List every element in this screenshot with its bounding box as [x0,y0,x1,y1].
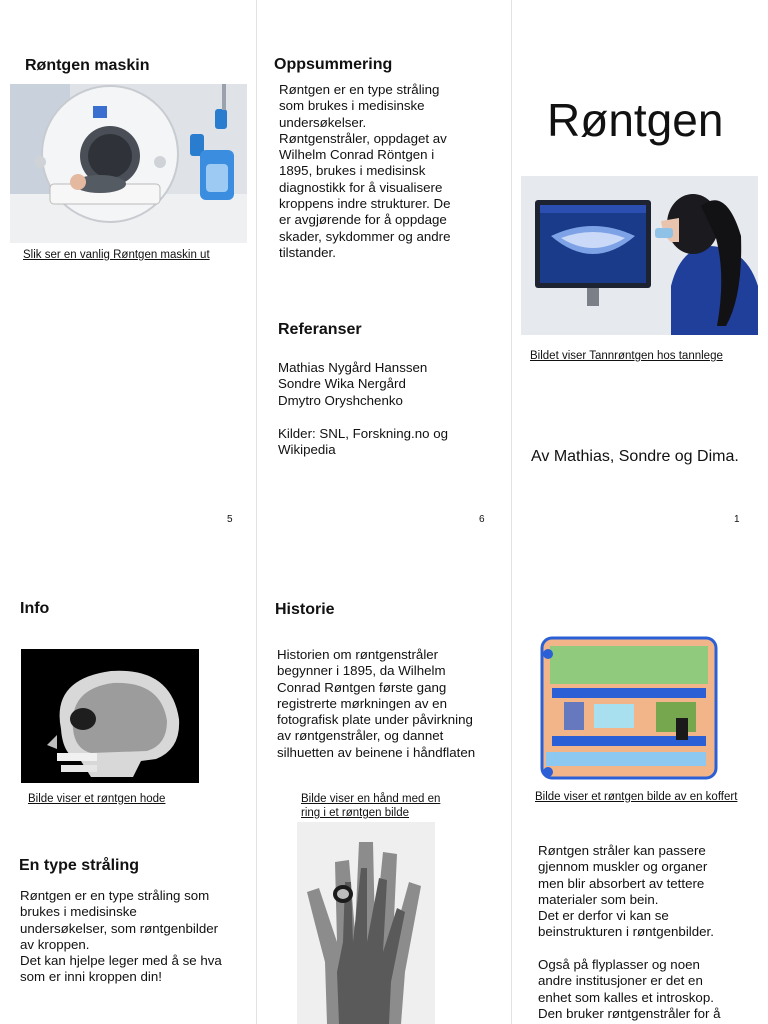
dental-caption: Bildet viser Tannrøntgen hos tannlege [530,350,723,362]
ct-scanner-photo [10,84,247,243]
hand-caption: Bilde viser en hånd med en ring i et røntgen bilde [301,793,441,819]
suitcase-xray-image [536,632,720,784]
cover-title: Røntgen [547,94,724,146]
page-number-5: 5 [227,514,233,525]
radiation-type-heading: En type stråling [19,857,140,874]
references-heading: Referanser [278,321,362,338]
radiation-type-text: Røntgen er en type stråling som brukes i medisinske undersøkelser, som røntgenbilder av kroppen. Det kan hjelpe leger med å se hva som er inni kroppen din! [20,888,222,985]
skull-caption: Bilde viser et røntgen hode [28,793,166,805]
info-heading: Info [20,600,50,617]
history-heading: Historie [275,601,335,618]
skull-xray-image [21,649,199,783]
scanner-caption: Slik ser en vanlig Røntgen maskin ut [23,249,210,261]
suitcase-caption: Bilde viser et røntgen bilde av en koffert [535,791,738,803]
authors-list: Mathias Nygård Hanssen Sondre Wika Nergård Dmytro Oryshchenko [278,360,428,408]
page-number-6: 6 [479,514,485,525]
hand-xray-image [297,822,435,1024]
history-text: Historien om røntgenstråler begynner i 1895, da Wilhelm Conrad Røntgen første gang registrerte mørkningen av en fotografisk plate under påvirkning av røntgenstråler, og dannet silhuetten av beinene i håndflaten [277,647,476,760]
column-divider-right [511,0,512,1024]
page-number-1: 1 [734,514,740,525]
column-divider-left [256,0,257,1024]
summary-text: Røntgen er en type stråling som brukes i medisinske undersøkelser. Røntgenstråler, oppdaget av Wilhelm Conrad Röntgen i 1895, brukes i medisinsk diagnostikk for å visualisere kroppens indre strukturer. De er avgjørende for å oppdage skader, sykdommer og andre tilstander. [279,82,451,260]
luggage-text: Røntgen stråler kan passere gjennom muskler og organer men blir absorbert av tettere materialer som bein. Det er derfor vi kan se beinstrukturen i røntgenbilder. Også på flyplasser og noen andre institusjoner er det en enhet som kalles et introskop. Den bruker røntgenstråler for å [538,843,721,1021]
sources-text: Kilder: SNL, Forskning.no og Wikipedia [278,426,448,458]
dental-xray-photo [521,176,758,335]
summary-heading: Oppsummering [274,56,393,73]
cover-byline: Av Mathias, Sondre og Dima. [531,448,739,465]
scanner-heading: Røntgen maskin [25,57,150,74]
